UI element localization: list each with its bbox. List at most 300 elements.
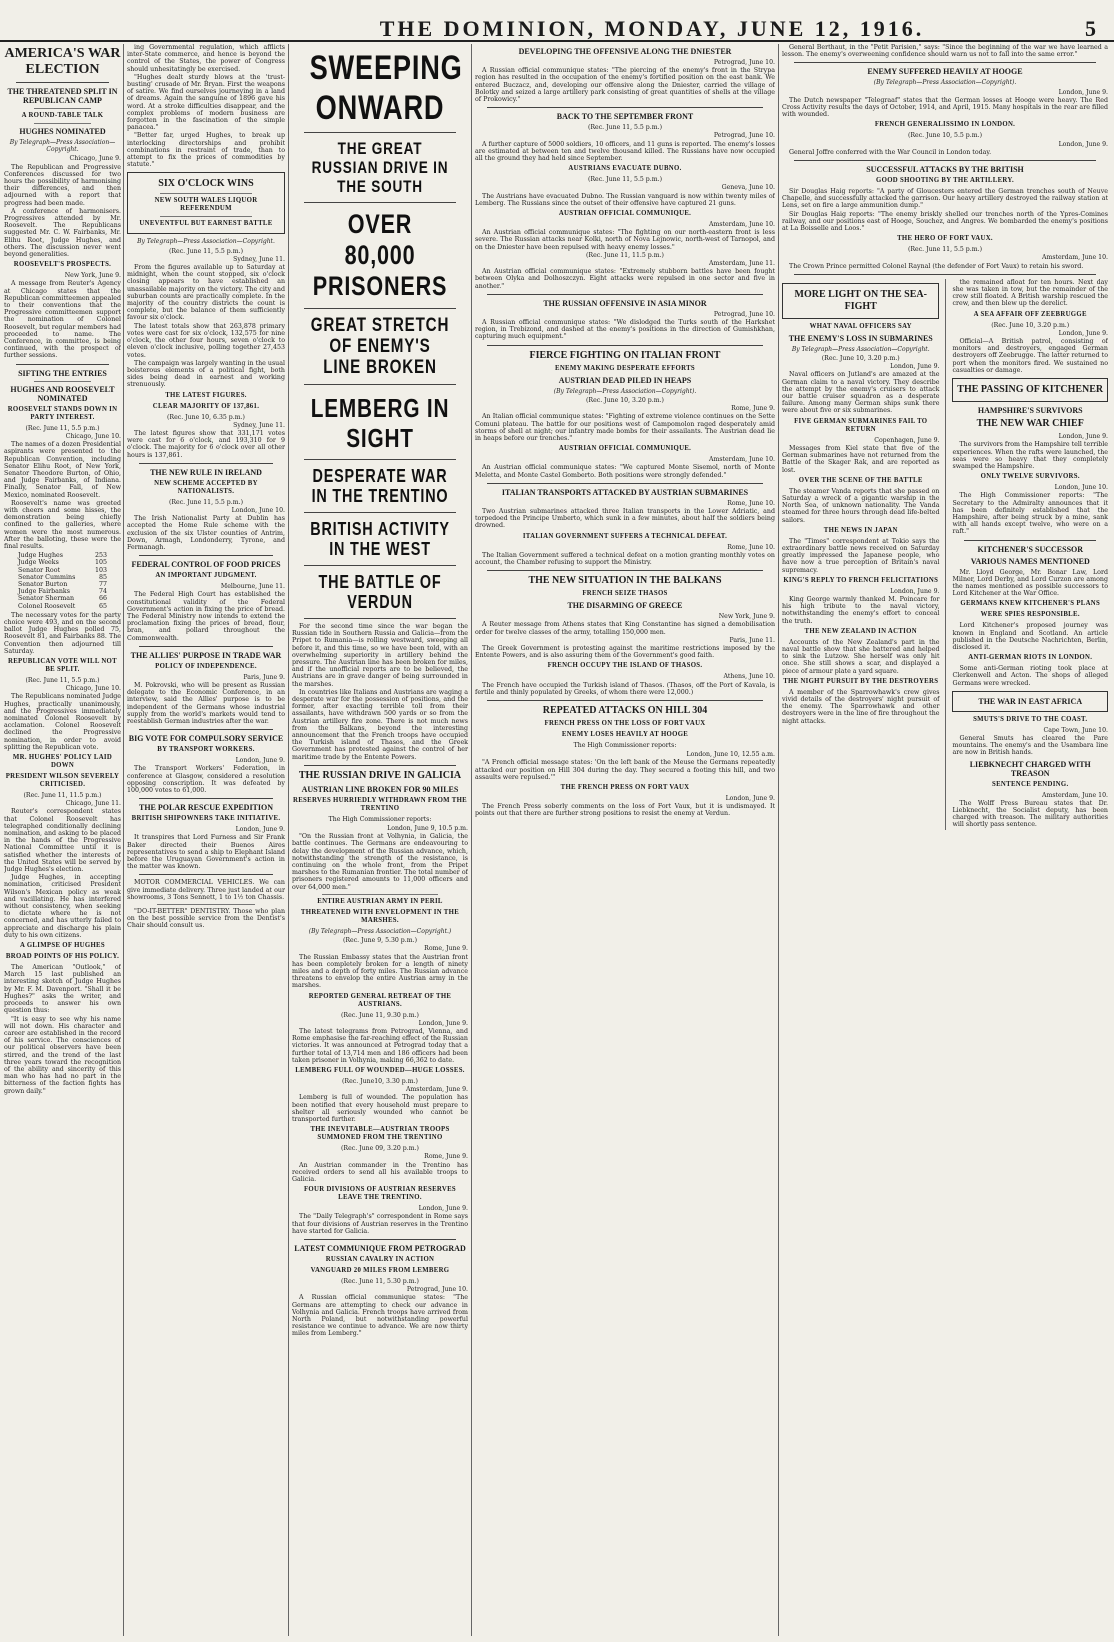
- divider: [304, 308, 456, 309]
- divider: [139, 646, 273, 647]
- ballot-row: Senator Sherman 66: [18, 595, 107, 603]
- article-paragraph: "On the Russian front at Volhynia, in Galicia, the battle continues. The Germans are endeavouring to delay the development of the Russian advance, which, notwithstanding the strength of the resistance, is continuing on the whole front, from the Pripet marshes to the Rumanian frontier. The total number of prisoners registered amounts to 11,000 officers and over 64,000 men.": [292, 833, 468, 891]
- article-paragraph: Naval officers on Jutland's are amazed at the German claim to a naval victory. They describe the attempt by the enemy's cruisers to attack our battle cruiser squadron as a desperate failure. Among many German ships sunk there were about five or six submarines.: [782, 371, 940, 415]
- subheadline: RESERVES HURRIEDLY WITHDRAWN FROM THE TRENTINO: [292, 796, 468, 812]
- received-date: (Rec. June 10, 6.35 p.m.): [167, 413, 245, 421]
- article-paragraph: The Republicans nominated Judge Hughes, practically unanimously, and the Progressives immediately nominated Colonel Roosevelt by acclamation. Colonel Roosevelt declined the Progressive nomination, in order to avoid splitting the Republican vote.: [4, 693, 121, 751]
- advertisement: "DO-IT-BETTER" DENTISTRY. Those who plan on the best possible service from the Dentist's Chair should consult us.: [127, 908, 285, 930]
- ballot-row: Judge Hughes 253: [18, 552, 107, 560]
- article-paragraph: Judge Hughes, in accepting nomination, criticised President Wilson's Mexican policy as weak and vacillating. He has interfered without consistency, when seeking to dictate where he is not concerned, and has utterly failed to appreciate and discharge his plain duty to his own citizens.: [4, 874, 121, 939]
- subheadline: NEW SCHEME ACCEPTED BY NATIONALISTS.: [154, 479, 258, 495]
- dateline: London, June 9.: [1058, 433, 1108, 441]
- subheadline: A GLIMPSE OF HUGHES: [20, 942, 105, 950]
- subheadline: AUSTRIAN OFFICIAL COMMUNIQUE.: [558, 445, 692, 453]
- headline: THE POLAR RESCUE EXPEDITION: [138, 803, 274, 813]
- received-date: (Rec. June 9, 5.30 p.m.): [342, 937, 417, 945]
- dateline: Cape Town, June 10.: [1043, 726, 1108, 734]
- article-paragraph: A message from Reuter's Agency at Chicago states that the Republican committeemen appealed to their conventions that the Progressive committeemen support the nomination of Colonel Roosevelt, but regular members had proceeded to name. The Conference, in committee, is being continued, with the prospect of further sessions.: [4, 280, 121, 360]
- page-number: 5: [1085, 16, 1096, 41]
- received-date: (Rec. June 09, 3.20 p.m.): [341, 1145, 419, 1153]
- banner-subheadline: BRITISH ACTIVITY IN THE WEST: [310, 519, 450, 559]
- article-paragraph: The Dutch newspaper "Telegraaf" states that the German losses at Hooge were heavy. The Red Cross Activity results the days of October, 1914, and April, 1915. Many hospitals in the rear are filled with wounded.: [782, 96, 1108, 119]
- headline: THE NEW RULE IN IRELAND: [150, 467, 262, 477]
- ballot-row: Senator Root 103: [18, 566, 107, 574]
- divider: [304, 459, 456, 460]
- credit-line: (By Telegraph—Press Association—Copyright).: [553, 387, 697, 395]
- subheadline: KING'S REPLY TO FRENCH FELICITATIONS: [783, 576, 939, 584]
- headline: THE NEW SITUATION IN THE BALKANS: [528, 575, 722, 587]
- dateline: Geneva, June 10.: [721, 184, 775, 192]
- headline: SUCCESSFUL ATTACKS BY THE BRITISH: [866, 165, 1024, 175]
- headline: FEDERAL CONTROL OF FOOD PRICES: [131, 560, 281, 570]
- article-paragraph: General Joffre conferred with the War Council in London today.: [789, 148, 992, 156]
- column-rule: [778, 44, 779, 1636]
- dateline: Rome, June 9.: [424, 1153, 468, 1161]
- dateline: London, June 9.: [1058, 88, 1108, 96]
- headline: MORE LIGHT ON THE SEA-FIGHT: [794, 288, 927, 312]
- headline: THE WAR IN EAST AFRICA: [978, 696, 1083, 706]
- article-paragraph: The steamer Vanda reports that she passed on Saturday a wreck of a gigantic warship in the North Sea, of unknown nationality. The Vanda steamed for three hours through dead life-belted sailors.: [782, 487, 940, 524]
- subheadline: ENTIRE AUSTRIAN ARMY IN PERIL: [317, 897, 443, 905]
- article-paragraph: "It is easy to see why his name will not down. His character and career are established in the record of his service. The consciences of our political observers have been stirred, and the trend of the last three years toward the recognition of the ability and sincerity of this man who has had no part in the bitterness of the faction fights has grown daily.": [4, 1015, 121, 1095]
- subheadline: FRENCH SEIZE THASOS: [582, 590, 668, 598]
- dateline: Amsterdam, June 10.: [709, 456, 775, 464]
- subheadline: BROAD POINTS OF HIS POLICY.: [5, 953, 120, 961]
- banner-headline: OVER 80,000 PRISONERS: [312, 209, 448, 301]
- divider: [964, 540, 1096, 541]
- headline: THE RUSSIAN OFFENSIVE IN ASIA MINOR: [543, 298, 707, 308]
- article-paragraph: A Russian official communique states: "The Germans are attempting to check our advance in Volhynia and Galicia. French troops have arrived from North Poland, but notwithstanding powerful resistance we continue to advance. We are now thirty miles from Lemberg.": [292, 1294, 468, 1338]
- subheadline: SMUTS'S DRIVE TO THE COAST.: [973, 715, 1088, 723]
- subheadline: WHAT NAVAL OFFICERS SAY: [809, 322, 912, 330]
- article-paragraph: Accounts of the New Zealand's part in the naval battle show that she battered and helped to sink the Lutzow. She herself was only hit once. She still shows a scar, and displayed a piece of armour plate a yard square.: [782, 638, 940, 675]
- subheadline: ENEMY LOSES HEAVILY AT HOOGE: [561, 730, 689, 738]
- divider: [157, 904, 255, 905]
- headline: BIG VOTE FOR COMPULSORY SERVICE: [128, 734, 284, 744]
- divider: [34, 123, 91, 124]
- sub-column-right: [952, 279, 1108, 830]
- article-paragraph: In countries like Italians and Austrians are waging a desperate war for the possession of positions, and the former, after exacting terrible toll from their assailants, have withdrawn 500 yards or so from the Austrian artillery fire zone. There is not much news from the Balkans, beyond the interesting announcement that the French troops have occupied the Turkish island of Thasos, and the Greek Government has protested against the control of her maritime trade by the Entente Powers.: [292, 688, 468, 761]
- article-paragraph: The Republican and Progressive Conferences discussed for two hours the possibility of harmonising their differences, and then adjourned with a report that progress had been made.: [4, 163, 121, 207]
- dateline: Amsterdam, June 10.: [709, 221, 775, 229]
- subheadline: AUSTRIAN OFFICIAL COMMUNIQUE.: [558, 210, 692, 218]
- headline-box: [782, 283, 939, 319]
- subheadline: THE THREATENED SPLIT IN REPUBLICAN CAMP: [7, 87, 118, 105]
- dateline: London, June 9.: [1058, 329, 1108, 337]
- divider: [139, 798, 273, 799]
- column-rule: [288, 44, 289, 1636]
- received-date: (Rec. June 11, 5.5 p.m.): [168, 498, 243, 506]
- dateline: London, June 10, 12.55 a.m.: [686, 751, 775, 759]
- divider: [487, 570, 763, 571]
- subheadline: POLICY OF INDEPENDENCE.: [155, 662, 257, 670]
- article-paragraph: Two Austrian submarines attacked three Italian transports in the Lower Adriatic, and torpedoed the Principe Umberto, which sunk in a few minutes, about half the soldiers being drowned.: [475, 507, 775, 530]
- received-date: (Rec. June10, 3.30 p.m.): [342, 1077, 418, 1085]
- subheadline: AN IMPORTANT JUDGMENT.: [155, 572, 257, 580]
- credit-line: (By Telegraph—Press Association—Copyright.): [308, 927, 452, 935]
- subheadline: REPORTED GENERAL RETREAT OF THE AUSTRIANS.: [308, 992, 452, 1008]
- headline: LATEST COMMUNIQUE FROM PETROGRAD: [294, 1243, 466, 1253]
- dateline: Petrograd, June 10.: [713, 59, 775, 66]
- headline: ENEMY SUFFERED HEAVILY AT HOOGE: [867, 67, 1023, 77]
- divider: [794, 160, 1096, 161]
- headline-box: [952, 378, 1108, 402]
- article-paragraph: The Transport Workers' Federation, in conference at Glasgow, considered a resolution opposing conscription. It was defeated by 100,000 votes to 61,000.: [127, 765, 285, 795]
- article-paragraph: The campaign was largely wanting in the usual boisterous elements of a political fight, both sides being dead in earnest and working strenuously.: [127, 359, 285, 389]
- subheadline: VARIOUS NAMES MENTIONED: [970, 556, 1090, 566]
- headline: BACK TO THE SEPTEMBER FRONT: [556, 112, 694, 122]
- dateline: Chicago, June 11.: [65, 800, 121, 808]
- dateline: New York, June 9.: [718, 613, 775, 621]
- article-paragraph: The latest telegrams from Petrograd, Vienna, and Rome emphasise the far-reaching effect of the Russian victories. It was announced at Petrograd today that a further total of 13,714 men and 186 officers had been taken prisoner in Volhynia, making 66,362 to date.: [292, 1027, 468, 1064]
- ballot-row: Colonel Roosevelt 65: [18, 602, 107, 610]
- banner-subheadline: DESPERATE WAR IN THE TRENTINO: [311, 466, 449, 506]
- column-rule: [123, 44, 124, 1636]
- byline: The High Commissioner reports:: [328, 815, 432, 823]
- article-paragraph: Lord Kitchener's proposed journey was known in England and Scotland. An article published in the Deutsche Nachrichten, Berlin, disclosed it.: [952, 622, 1108, 651]
- article-paragraph: The necessary votes for the party choice were 493, and on the second ballot Judge Hughes polled 75, Roosevelt 81, and Fairbanks 88. The Convention then adjourned till Saturday.: [4, 611, 121, 655]
- article-paragraph: The American "Outlook," of March 15 last published an interesting sketch of Judge Hughes by Mr. F. M. Davenport. "Shall it be Hughes?" asks the writer, and proceeds to answer his own question thus:: [4, 964, 121, 1015]
- credit-line: By Telegraph—Press Association—Copyright.: [9, 139, 116, 154]
- article-paragraph: The Greek Government is protesting against the maritime restrictions imposed by the Entente Powers, and is also assuring them of the Government's good faith.: [475, 644, 775, 660]
- section-heading: THE LATEST FIGURES.: [165, 391, 247, 399]
- dateline: Rome, June 9.: [731, 405, 775, 413]
- article-paragraph: Lemberg is full of wounded. The population has been notified that every household must prepare to shelter all seriously wounded who cannot be transported further.: [292, 1094, 468, 1123]
- dateline: Chicago, June 9.: [69, 155, 121, 163]
- article-paragraph: The Crown Prince permitted Colonel Raynal (the defender of Fort Vaux) to retain his sword.: [789, 262, 1084, 270]
- article-paragraph: the remained afloat for ten hours. Next day she was taken in tow, but the remainder of the crew still floated. A British warship rescued the crew, and then blew up the derelict.: [952, 278, 1108, 308]
- headline: THE ALLIES' PURPOSE IN TRADE WAR: [130, 650, 282, 660]
- divider: [139, 729, 273, 730]
- subheadline: HUGHES NOMINATED: [19, 127, 106, 136]
- dateline: Paris, June 9.: [243, 673, 285, 681]
- subheadline: RUSSIAN CAVALRY IN ACTION: [325, 1255, 435, 1263]
- dateline: Athens, June 10.: [723, 673, 775, 681]
- subheadline: THE NIGHT PURSUIT BY THE DESTROYERS: [783, 677, 939, 685]
- article-paragraph: Roosevelt's name was greeted with cheers and some hisses, the demonstration being chiefly confined to the galleries, where women were the most numerous. After the balloting, these were the final results.: [4, 499, 121, 550]
- subheadline: BY TRANSPORT WORKERS.: [157, 746, 255, 754]
- divider: [794, 274, 1096, 275]
- received-date: (Rec. June 11, 9.30 p.m.): [341, 1011, 419, 1019]
- dateline: London, June 9.: [235, 826, 285, 834]
- subheadline: GOOD SHOOTING BY THE ARTILLERY.: [876, 177, 1014, 185]
- headline: ITALIAN TRANSPORTS ATTACKED BY AUSTRIAN SUBMARINES: [501, 487, 749, 497]
- divider: [16, 364, 109, 365]
- article-paragraph: An Austrian official communique states: "Extremely stubborn battles have been fought between Olyka and Dolhoszczyn. Eight attacks were repulsed in one sector and five in another.": [475, 268, 775, 290]
- article-paragraph: A Russian official communique states: "The piercing of the enemy's front in the Strypa region has resulted in the occupation of the enemy's fortified position on the east bank. We entered Buczacz, and, developing our offensive along the Dniester, carried the village of Bolotky and seized a large artillery park consisting of great quantities of shells at the village of Prokowicy.": [475, 67, 775, 104]
- divider: [16, 82, 109, 83]
- received-date: (Rec. June 11, 5.5 p.m.): [25, 676, 100, 684]
- column-2: [127, 44, 285, 1638]
- divider: [304, 618, 456, 619]
- divider: [304, 384, 456, 385]
- headline-box: [127, 172, 285, 234]
- article-paragraph: An Austrian official communique states: "We captured Monte Sisemol, north of Monte Meletta, and Monte Castel Gomberto. Both positions were strongly defended.": [475, 464, 775, 479]
- subheadline: AUSTRIAN DEAD PILED IN HEAPS: [558, 375, 692, 385]
- article-paragraph: From the figures available up to Saturday at midnight, when the count stopped, six o'clock closing appears to have established an unassailable majority on the victory. The city and suburban counts are practically complete. In the majority of the country districts the count is complete, but the balance of them sufficiently favour six o'clock.: [127, 264, 285, 322]
- article-paragraph: A further capture of 5000 soldiers, 10 officers, and 11 guns is reported. The enemy's losses are estimated at between ten and twelve thousand killed. The Russians have now occupied all the ground they had held since September.: [475, 140, 775, 163]
- subheadline: THE HERO OF FORT VAUX.: [897, 235, 993, 243]
- subheadline: UNEVENTFUL BUT EARNEST BATTLE: [139, 220, 273, 228]
- column-1: [4, 44, 121, 1638]
- subheadline: THE FRENCH PRESS ON FORT VAUX: [560, 783, 690, 791]
- article-paragraph: "Better far, urged Hughes, to break up interlocking directorships and prohibit combinations in restraint of trade, than to attempt to fix the prices of commodities by statute.": [127, 132, 285, 169]
- received-date: (Rec. June 11, 5.5 p.m.): [587, 124, 662, 132]
- article-paragraph: For the second time since the war began the Russian tide in Southern Russia and Galicia—from the Pripet to Rumania—is rolling westward, sweeping all before it, and this time, so we have been told, with an overwhelming superiority in artillery behind the pressure. The Austrian line has been broken for miles, and if the unofficial reports are to be believed, the Austrians are in grave danger of being surrounded in the marshes.: [292, 623, 468, 688]
- headline: LIEBKNECHT CHARGED WITH TREASON: [969, 759, 1091, 778]
- article-paragraph: "Hughes dealt sturdy blows at the 'trust-busting' crusade of Mr. Bryan. First the weapons of satire. We find ourselves journeying in a land of dreams. Again the sanguine of 1896 gave his word. At a stroke difficulties disappear, and the complex problems of modern business are forgotten in the fascination of the simple panacea.": [127, 73, 285, 132]
- subheadline: LEMBERG FULL OF WOUNDED—HUGE LOSSES.: [295, 1066, 465, 1074]
- dateline: London, June 10.: [231, 506, 285, 514]
- subheadline: A SEA AFFAIR OFF ZEEBRUGGE: [973, 310, 1087, 318]
- received-date: (Rec. June 11, 5.5 p.m.): [907, 246, 982, 254]
- headline: KITCHENER'S SUCCESSOR: [977, 544, 1084, 554]
- divider: [487, 107, 763, 108]
- dateline: London, June 9.: [418, 1019, 468, 1027]
- ballot-row: Senator Cummins 85: [18, 573, 107, 581]
- dateline: Petrograd, June 10.: [713, 132, 775, 140]
- received-date: (Rec. June 11, 5.5 p.m.): [168, 247, 243, 255]
- subheadline: A ROUND-TABLE TALK: [21, 112, 104, 119]
- divider: [304, 202, 456, 203]
- article-paragraph: A Reuter message from Athens states that King Constantine has signed a demobilisation order for twelve classes of the army, totalling 150,000 men.: [475, 621, 775, 636]
- article-paragraph: The Irish Nationalist Party at Dublin has accepted the Home Rule scheme with the exclusion of the six Ulster counties of Antrim, Down, Armagh, Londonderry, Tyrone, and Fermanagh.: [127, 515, 285, 551]
- dateline: London, June 9.: [890, 587, 940, 595]
- article-paragraph: A Russian official communique states: "We dislodged the Turks south of the Harkshet region, in Trebizond, and dashed at the enemy's positions in the direction of Gumishkhan, capturing much equipment.": [475, 319, 775, 341]
- divider: [160, 216, 252, 217]
- divider: [794, 62, 1096, 63]
- article-paragraph: Some anti-German rioting took place at Clerkenwell and Acton. The shops of alleged Germans were wrecked.: [952, 665, 1108, 687]
- advertisement: MOTOR COMMERCIAL VEHICLES. We can give immediate delivery. Three just landed at our showrooms, 3 Tons Sennett, 1 to 1½ ton Chassis.: [127, 879, 285, 901]
- subheadline: FIVE GERMAN SUBMARINES FAIL TO RETURN: [794, 417, 928, 433]
- dateline: New York, June 9.: [64, 272, 121, 280]
- received-date: (Rec. June 10, 3.20 p.m.): [586, 396, 664, 404]
- dateline: Petrograd, June 10.: [713, 310, 775, 318]
- sub-column-left: [782, 279, 939, 830]
- dateline: Copenhagen, June 9.: [874, 436, 940, 444]
- subheadline: ENEMY MAKING DESPERATE EFFORTS: [555, 364, 695, 372]
- headline: REPEATED ATTACKS ON HILL 304: [542, 704, 708, 716]
- subheadline: VANGUARD 20 MILES FROM LEMBERG: [310, 1266, 450, 1274]
- article-paragraph: Messages from Kiel state that five of the German submarines have not returned from the Battle of the Skager Rak, and are reported as lost.: [782, 444, 940, 474]
- article-paragraph: Reuter's correspondent states that Colonel Roosevelt has telegraphed conditionally declining nomination, and asking to be placed in the hands of the Progressive National Committee until it is satisfied whether the interests of the United States will be served by Judge Hughes's election.: [4, 808, 121, 874]
- dateline: Amsterdam, June 10.: [1042, 791, 1108, 799]
- column-rule: [945, 279, 946, 830]
- dateline: Rome, June 10.: [727, 543, 775, 551]
- dateline: London, June 9.: [725, 794, 775, 802]
- dateline: Melbourne, June 11.: [220, 583, 285, 591]
- subheadline: BRITISH SHIPOWNERS TAKE INITIATIVE.: [131, 815, 281, 823]
- divider: [322, 894, 438, 895]
- subheadline: THE NEW WAR CHIEF: [976, 418, 1084, 430]
- subheadline: GERMANS KNEW KITCHENER'S PLANS: [960, 600, 1101, 608]
- article-paragraph: A conference of harmonisers. Progressives attended by Mr. Roosevelt. The Republicans suggested Mr. C. W. Fairbanks, Mr. Elihu Root, Judge Hughes, and others. The discussion never went beyond generalities.: [4, 207, 121, 259]
- article-paragraph: General Smuts has cleared the Pare mountains. The enemy's and the Usambara line are now in British hands.: [952, 734, 1108, 757]
- article-paragraph: ing Governmental regulation, which afflicts inter-State commerce, and hence is beyond the control of the States, the power of Congress should unhesitatingly be exercised.: [127, 44, 285, 73]
- article-paragraph: The Austrians have evacuated Dubno. The Russian vanguard is now within twenty miles of Lemberg. The Russians since the outset of their offensive have captured 21 guns.: [475, 192, 775, 207]
- dateline: London, June 9.: [1058, 140, 1108, 148]
- dateline: London, June 10.: [1054, 484, 1108, 492]
- section-heading: CLEAR MAJORITY OF 137,861.: [152, 402, 260, 410]
- article-paragraph: Sir Douglas Haig reports: "A party of Gloucesters entered the German trenches south of Neuve Chapelle, and successfully attacked the garrison. Our heavy artillery destroyed the railway station at Lens, set on fire a large ammunition dump.": [782, 188, 1108, 210]
- article-paragraph: The Wolff Press Bureau states that Dr. Liebknecht, the Socialist deputy, has been charged with treason. The military authorities will shortly pass sentence.: [952, 799, 1108, 829]
- subheadline: REPUBLICAN VOTE WILL NOT BE SPLIT.: [8, 657, 117, 673]
- divider: [34, 108, 91, 109]
- subheadline: THE INEVITABLE—AUSTRIAN TROOPS SUMMONED FROM THE TRENTINO: [310, 1126, 450, 1142]
- masthead-title: THE DOMINION, MONDAY, JUNE 12, 1916.: [379, 16, 925, 41]
- subheadline: ITALIAN GOVERNMENT SUFFERS A TECHNICAL DEFEAT.: [522, 532, 728, 540]
- article-paragraph: The Russian Embassy states that the Austrian front has been completely broken for a length of ninety miles and a depth of forty miles. The Russian advance threatens to envelop the entire Austrian army in the marshes.: [292, 953, 468, 990]
- dateline: Rome, June 9.: [424, 945, 468, 953]
- subheadline: ANTI-GERMAN RIOTS IN LONDON.: [968, 654, 1093, 662]
- article-paragraph: The Italian Government suffered a technical defeat on a motion granting monthly votes on account, the Chamber refusing to support the Ministry.: [475, 551, 775, 566]
- credit-line: (By Telegraph—Press Association—Copyright).: [873, 79, 1017, 87]
- credit-line: By Telegraph—Press Association—Copyright.: [791, 345, 930, 353]
- article-paragraph: M. Pokrovski, who will be present as Russian delegate to the Economic Conference, in an interview, said the Allies' purpose is to be independent of the Germans whose industrial supply from the world's markets would tend to reestablish German industries after the war.: [127, 681, 285, 725]
- subheadline: THE NEW ZEALAND IN ACTION: [804, 627, 917, 635]
- headline: THE RUSSIAN DRIVE IN GALICIA: [298, 769, 462, 781]
- divider: [487, 345, 763, 346]
- subheadline: THE DISARMING OF GREECE: [567, 601, 683, 611]
- ballot-row: Judge Weeks 105: [18, 559, 107, 567]
- divider: [487, 483, 763, 484]
- received-date: (Rec. June 10, 5.5 p.m.): [907, 132, 982, 140]
- subheadline: PRESIDENT WILSON SEVERELY CRITICISED.: [5, 773, 120, 789]
- subheadline: AUSTRIAN LINE BROKEN FOR 90 MILES: [301, 784, 459, 794]
- received-date: (Rec. June 11, 5.30 p.m.): [341, 1277, 419, 1285]
- subheadline: OVER THE SCENE OF THE BATTLE: [798, 476, 923, 484]
- subheadline: FRENCH PRESS ON THE LOSS OF FORT VAUX: [544, 719, 706, 727]
- banner-headline: LEMBERG IN SIGHT: [310, 393, 450, 453]
- subheadline: HUGHES AND ROOSEVELT NOMINATED: [10, 384, 115, 403]
- article-paragraph: An Austrian commander in the Trentino has received orders to send all his available troops to Galicia.: [292, 1161, 468, 1183]
- ballot-row: Senator Burton 77: [18, 580, 107, 588]
- subheadline: ONLY TWELVE SURVIVORS.: [980, 473, 1080, 481]
- divider: [139, 555, 273, 556]
- subheadline: WERE SPIES RESPONSIBLE.: [980, 611, 1080, 619]
- dateline: London, June 9.: [890, 363, 940, 371]
- column-rule: [471, 44, 472, 1636]
- subheadline: THE ENEMY'S LOSS IN SUBMARINES: [788, 333, 933, 343]
- byline: The High Commissioner reports:: [573, 741, 677, 749]
- article-paragraph: An Italian official communique states: "Fighting of extreme violence continues on the Sette Comuni plateau. The battle for our positions west of Campomolon raged desperately amid storms of shell at night; our infantry made bombs for their assailants. The Austrian dead lie in heaps before our trenches.": [475, 413, 775, 442]
- headline: DEVELOPING THE OFFENSIVE ALONG THE DNIESTER: [518, 47, 732, 56]
- divider: [304, 565, 456, 566]
- subheadline: ROOSEVELT STANDS DOWN IN PARTY INTEREST.: [7, 405, 118, 421]
- article-paragraph: It transpires that Lord Furness and Sir Frank Baker directed their Buenos Aires representatives to send a ship to Elephant Island before the Uruguayan Government's action in the matter was known.: [127, 834, 285, 871]
- subheadline: FRENCH GENERALISSIMO IN LONDON.: [874, 121, 1016, 129]
- headline: SIFTING THE ENTRIES: [18, 368, 107, 378]
- dateline: Chicago, June 10.: [65, 432, 121, 440]
- subheadline: AUSTRIANS EVACUATE DUBNO.: [568, 165, 682, 173]
- headline: AMERICA'S WAR ELECTION: [4, 46, 121, 77]
- subheadline: MR. HUGHES' POLICY LAID DOWN: [12, 754, 113, 770]
- article-paragraph: General Berthaut, in the "Petit Parisien," says: "Since the beginning of the war we have learned a lesson. The enemy's overweening confidence should warn us not to fall into the same error.": [782, 44, 1108, 59]
- received-date: (Rec. June 10, 3.20 p.m.): [991, 321, 1070, 329]
- received-date: (Rec. June 11, 5.5 p.m.): [587, 176, 662, 184]
- dateline: London, June 9.: [235, 757, 285, 765]
- article-paragraph: "A French official message states: 'On the left bank of the Meuse the Germans repeatedly attacked our position on Hill 304 during the day. They secured a footing this hill, and two assaults were repulsed.'": [475, 759, 775, 781]
- subheadline: FRENCH OCCUPY THE ISLAND OF THASOS.: [547, 662, 703, 670]
- article-paragraph: Official—A British patrol, consisting of monitors and destroyers, engaged German destroyers off Zeebrugge. The latter returned to port when the monitors fired. We sustained no casualties or damage.: [952, 338, 1108, 374]
- dateline: Amsterdam, June 9.: [405, 1086, 468, 1094]
- divider: [139, 874, 273, 875]
- column-4: [475, 44, 775, 1638]
- dateline: Rome, June 10.: [727, 499, 775, 507]
- divider: [160, 193, 252, 194]
- banner-subheadline: GREAT STRETCH OF ENEMY'S LINE BROKEN: [310, 315, 450, 378]
- credit-line: By Telegraph—Press Association—Copyright.: [137, 238, 275, 246]
- article-paragraph: A member of the Sparrowhawk's crew gives vivid details of the destroyers' night pursuit of the enemy. The Sparrowhawk and other destroyers were in the line of fire throughout the night attacks.: [782, 688, 940, 725]
- dateline: Petrograd, June 10.: [406, 1286, 468, 1294]
- column-5: [782, 44, 1108, 1638]
- divider: [304, 512, 456, 513]
- received-date: (Rec. June 11, 11.5 p.m.): [586, 251, 664, 259]
- article-paragraph: The latest figures show that 331,171 votes were cast for 6 o'clock, and 193,310 for 9 o'clock. The majority for 6 o'clock over all other hours is 137,861.: [127, 429, 285, 459]
- subheadline: FOUR DIVISIONS OF AUSTRIAN RESERVES LEAVE THE TRENTINO.: [303, 1186, 457, 1202]
- dateline: Paris, June 11.: [729, 636, 775, 644]
- article-paragraph: The survivors from the Hampshire tell terrible experiences. When the rafts were launched, the seas were so heavy that they completely swamped the Hampshire.: [952, 441, 1108, 470]
- article-paragraph: The "Daily Telegraph's" correspondent in Rome says that four divisions of Austrian reserves in the Trentino have started for Galicia.: [292, 1213, 468, 1235]
- divider: [304, 1239, 456, 1240]
- divider: [304, 132, 456, 133]
- masthead: [0, 0, 1114, 42]
- article-paragraph: The Federal High Court has established the constitutional validity of the Federal Government's action in fixing the price of bread. The Federal Ministry now intends to extend the proclamation fixing the prices of bread, flour, bran, and pollard throughout the Commonwealth.: [127, 591, 285, 642]
- subheadline: NEW SOUTH WALES LIQUOR REFERENDUM: [154, 197, 258, 213]
- section-heading: ROOSEVELT'S PROSPECTS.: [13, 261, 112, 269]
- article-paragraph: Mr. Lloyd George, Mr. Bonar Law, Lord Milner, Lord Derby, and Lord Curzon are among the names mentioned as possible successors to Lord Kitchener at the War Office.: [952, 568, 1108, 598]
- subheadline: THREATENED WITH ENVELOPMENT IN THE MARSHES.: [300, 908, 460, 924]
- subheadline: SENTENCE PENDING.: [991, 780, 1069, 788]
- subheadline: HAMPSHIRE'S SURVIVORS: [977, 406, 1083, 416]
- divider: [139, 463, 273, 464]
- column-3: [292, 44, 468, 1638]
- article-paragraph: The French have occupied the Turkish island of Thasos. (Thasos, off the Port of Kavala, is fertile and thinly populated by Greeks, of whom there were 12,000.): [475, 681, 775, 696]
- headline: SIX O'CLOCK WINS: [158, 178, 254, 190]
- banner-subheadline: THE GREAT RUSSIAN DRIVE IN THE SOUTH: [311, 139, 449, 196]
- article-paragraph: The French Press soberly comments on the loss of Fort Vaux, but it is undismayed. It points out that there are further strong positions to resist the enemy at Verdun.: [475, 803, 775, 818]
- banner-headline: SWEEPING ONWARD: [309, 49, 463, 127]
- article-paragraph: Sir Douglas Haig reports: "The enemy briskly shelled our trenches north of the Ypres-Comines railway, and our positions east of Hooge, Souchez, and Angres. We bombarded the enemy's positions at La Boisselle and Loos.": [782, 210, 1108, 233]
- received-date: (Rec. June 11, 11.5 p.m.): [23, 792, 102, 800]
- dateline: Chicago, June 10.: [65, 685, 121, 693]
- received-date: (Rec. June 11, 5.5 p.m.): [25, 424, 100, 432]
- ballot-row: Judge Fairbanks 74: [18, 588, 107, 596]
- divider: [304, 765, 456, 766]
- article-paragraph: The High Commissioner reports: "The Secretary to the Admiralty announces that it has been definitely established that the Hampshire, after being struck by a mine, sank with all hands except twelve, who were on a raft.": [952, 492, 1108, 536]
- ballot-results: [18, 552, 107, 610]
- dateline: Sydney, June 11.: [233, 421, 285, 429]
- divider: [34, 381, 91, 382]
- divider: [487, 700, 763, 701]
- subheadline: THE NEWS IN JAPAN: [823, 526, 898, 534]
- banner-subheadline: THE BATTLE OF VERDUN: [318, 572, 442, 612]
- dateline: Sydney, June 11.: [233, 255, 285, 263]
- article-paragraph: The latest totals show that 263,878 primary votes were cast for six o'clock, 132,575 for nine o'clock, the other four hours, seven o'clock to eleven o'clock inclusive, polling together 27,453 votes.: [127, 322, 285, 359]
- article-paragraph: The names of a dozen Presidential aspirants were presented to the Republican Convention, including Senator Elihu Root, of New York, Senator Theodore Burton, of Ohio, and Judge Fairbanks, of Indiana. Finally, Senator Fall, of New Mexico, nominated Roosevelt.: [4, 441, 121, 499]
- dateline: Amsterdam, June 11.: [709, 260, 775, 268]
- headline: THE PASSING OF KITCHENER: [957, 384, 1104, 396]
- dateline: London, June 9.: [418, 1205, 468, 1213]
- dateline: London, June 9, 10.5 p.m.: [387, 825, 468, 833]
- divider: [487, 294, 763, 295]
- article-paragraph: An Austrian official communique states: "The fighting on our north-eastern front is less severe. The Russian attacks near Kolki, north of Nova Lejnowic, north-west of Tarnopol, and on the Dniester have been repulsed with heavy enemy losses.": [475, 229, 775, 251]
- article-paragraph: The "Times" correspondent at Tokio says the extraordinary battle news received on Saturday greatly impressed the Japanese people, who have now a true perception of Britain's naval supremacy.: [782, 537, 940, 574]
- two-column-section: [782, 279, 1108, 830]
- received-date: (Rec. June 10, 3.20 p.m.): [821, 355, 900, 363]
- article-paragraph: King George warmly thanked M. Poincare for his high tribute to the naval victory, notwithstanding the enemy's effort to conceal the truth.: [782, 595, 940, 625]
- headline-box: [952, 691, 1108, 712]
